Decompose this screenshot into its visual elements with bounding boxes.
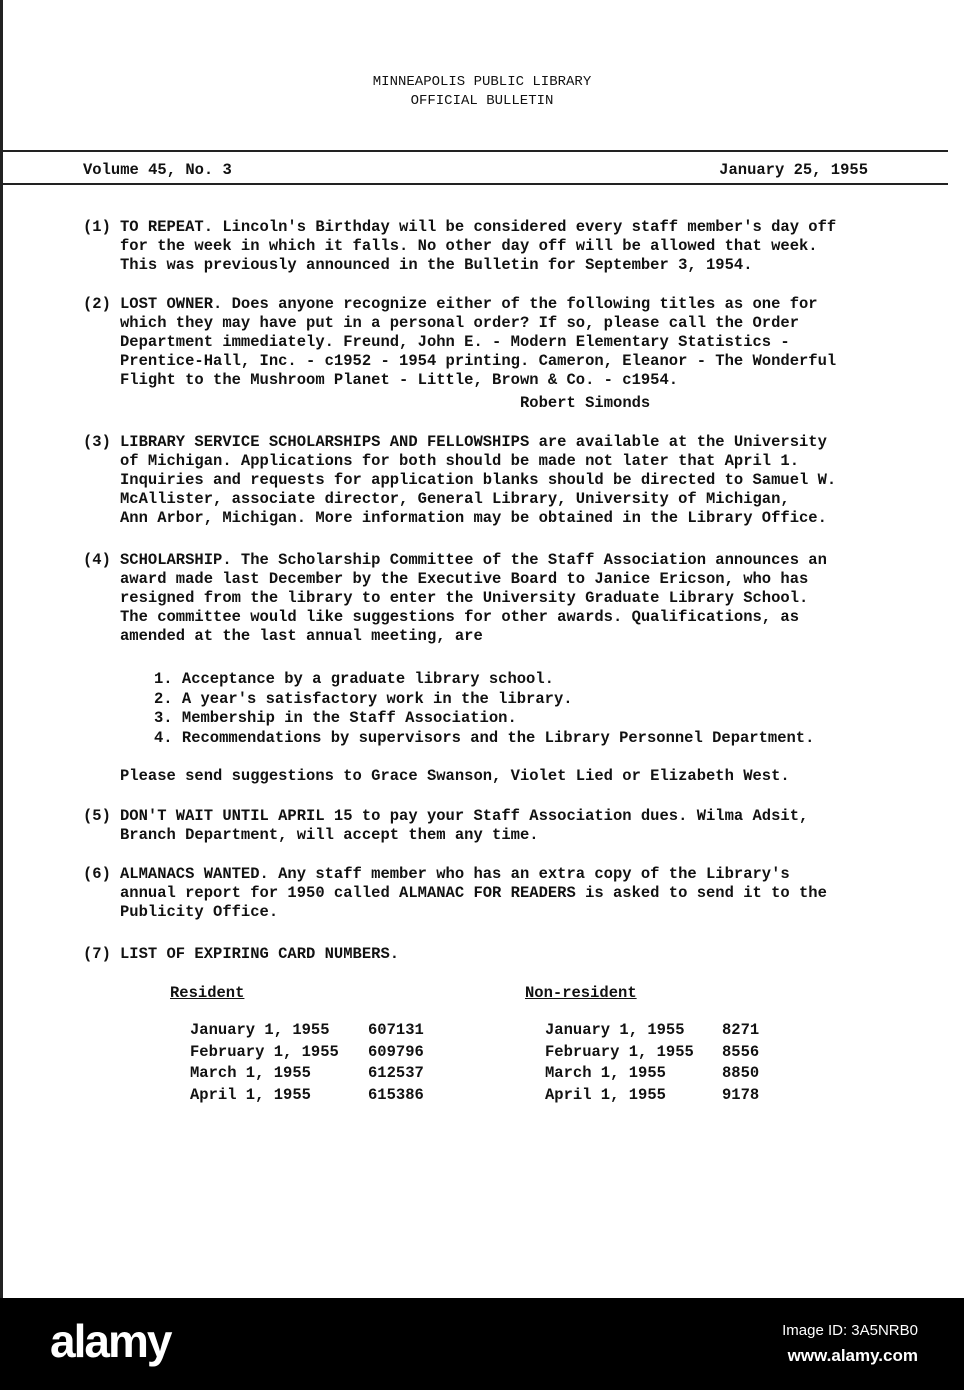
item-line: which they may have put in a personal order? If so, please call the Order <box>120 314 800 332</box>
item-line: for the week in which it falls. No other day off will be allowed that week. <box>120 237 818 255</box>
card-number: 8556 <box>722 1042 760 1061</box>
list-item: 4. Recommendations by supervisors and the Library Personnel Department. <box>154 728 815 747</box>
item-line: resigned from the library to enter the University Graduate Library School. <box>120 589 809 607</box>
item-number: (2) <box>83 295 111 313</box>
item-line: DON'T WAIT UNTIL APRIL 15 to pay your Staff Association dues. Wilma Adsit, <box>120 807 809 825</box>
item-line: TO REPEAT. Lincoln's Birthday will be considered every staff member's day off <box>120 218 837 236</box>
volume-number: Volume 45, No. 3 <box>83 161 232 179</box>
card-number: 615386 <box>368 1085 424 1104</box>
library-name: MINNEAPOLIS PUBLIC LIBRARY <box>372 74 592 90</box>
card-number: 612537 <box>368 1064 424 1082</box>
expiry-date: January 1, 1955 <box>190 1021 330 1039</box>
item-line: Publicity Office. <box>120 903 279 921</box>
expiry-date: April 1, 1955 <box>190 1085 311 1104</box>
bulletin-item <box>83 218 836 275</box>
bulletin-item <box>83 551 827 646</box>
item-number: (3) <box>83 433 111 451</box>
expiry-date: April 1, 1955 <box>545 1085 666 1104</box>
item-line: Prentice-Hall, Inc. - c1952 - 1954 printing. Cameron, Eleanor - The Wonderful <box>120 352 837 370</box>
site-url: www.alamy.com <box>787 1346 918 1365</box>
item-number: (5) <box>83 807 111 825</box>
item-line: McAllister, associate director, General Library, University of Michigan, <box>120 490 790 508</box>
image-id: Image ID: 3A5NRB0 <box>782 1322 918 1339</box>
issue-date: January 25, 1955 <box>719 161 868 179</box>
item-line: This was previously announced in the Bulletin for September 3, 1954. <box>120 256 753 274</box>
item-line: annual report for 1950 called ALMANAC FOR READERS is asked to send it to the <box>120 884 827 902</box>
expiry-date: March 1, 1955 <box>190 1064 311 1082</box>
list-item: 2. A year's satisfactory work in the library. <box>154 689 573 708</box>
bulletin-item <box>83 433 836 528</box>
item-line: LIST OF EXPIRING CARD NUMBERS. <box>120 945 400 963</box>
item-number: (7) <box>83 945 111 963</box>
card-number: 607131 <box>368 1021 424 1039</box>
item-line: LIBRARY SERVICE SCHOLARSHIPS AND FELLOWSHIPS are available at the University <box>120 433 827 451</box>
bottom-rule <box>0 183 948 185</box>
scan-edge <box>0 0 3 1298</box>
item-line: LOST OWNER. Does anyone recognize either of the following titles as one for <box>120 295 818 313</box>
card-number: 8271 <box>722 1021 760 1039</box>
item-line: Flight to the Mushroom Planet - Little, Brown & Co. - c1954. <box>120 371 679 389</box>
expiry-date: February 1, 1955 <box>545 1042 694 1061</box>
expiry-date: January 1, 1955 <box>545 1021 685 1039</box>
watermark-banner <box>0 1298 964 1390</box>
card-number: 8850 <box>722 1064 760 1082</box>
item-line: of Michigan. Applications for both should be made not later that April 1. <box>120 452 800 470</box>
qualifications-list <box>154 670 814 748</box>
item-line: ALMANACS WANTED. Any staff member who has an extra copy of the Library's <box>120 865 790 883</box>
alamy-logo: alamy <box>50 1315 171 1367</box>
item-line: Ann Arbor, Michigan. More information may be obtained in the Library Office. <box>120 509 827 527</box>
closing-note: Please send suggestions to Grace Swanson, Violet Lied or Elizabeth West. <box>120 767 790 785</box>
masthead <box>0 73 964 111</box>
expiry-date: February 1, 1955 <box>190 1042 339 1061</box>
item-line: Branch Department, will accept them any time. <box>120 826 539 844</box>
bulletin-item <box>83 295 836 390</box>
expiry-date: March 1, 1955 <box>545 1064 666 1082</box>
item-number: (4) <box>83 551 111 569</box>
bulletin-item <box>83 945 399 964</box>
bulletin-title: OFFICIAL BULLETIN <box>410 93 554 109</box>
card-number: 9178 <box>722 1085 760 1104</box>
bulletin-item <box>83 865 827 922</box>
item-line: amended at the last annual meeting, are <box>120 627 483 645</box>
item-line: SCHOLARSHIP. The Scholarship Committee of the Staff Association announces an <box>120 551 827 569</box>
list-item: 3. Membership in the Staff Association. <box>154 709 517 727</box>
item-line: Inquiries and requests for application blanks should be directed to Samuel W. <box>120 471 837 489</box>
item-line: award made last December by the Executive Board to Janice Ericson, who has <box>120 570 809 588</box>
item-line: Department immediately. Freund, John E. - Modern Elementary Statistics - <box>120 333 790 351</box>
bulletin-item <box>83 807 808 845</box>
nonresident-heading: Non-resident <box>525 984 637 1002</box>
top-rule <box>0 150 948 152</box>
signature: Robert Simonds <box>520 394 651 412</box>
item-line: The committee would like suggestions for other awards. Qualifications, as <box>120 608 800 626</box>
list-item: 1. Acceptance by a graduate library school. <box>154 670 554 688</box>
item-number: (6) <box>83 865 111 883</box>
resident-heading: Resident <box>170 984 245 1002</box>
item-number: (1) <box>83 218 111 236</box>
card-number: 609796 <box>368 1042 424 1061</box>
